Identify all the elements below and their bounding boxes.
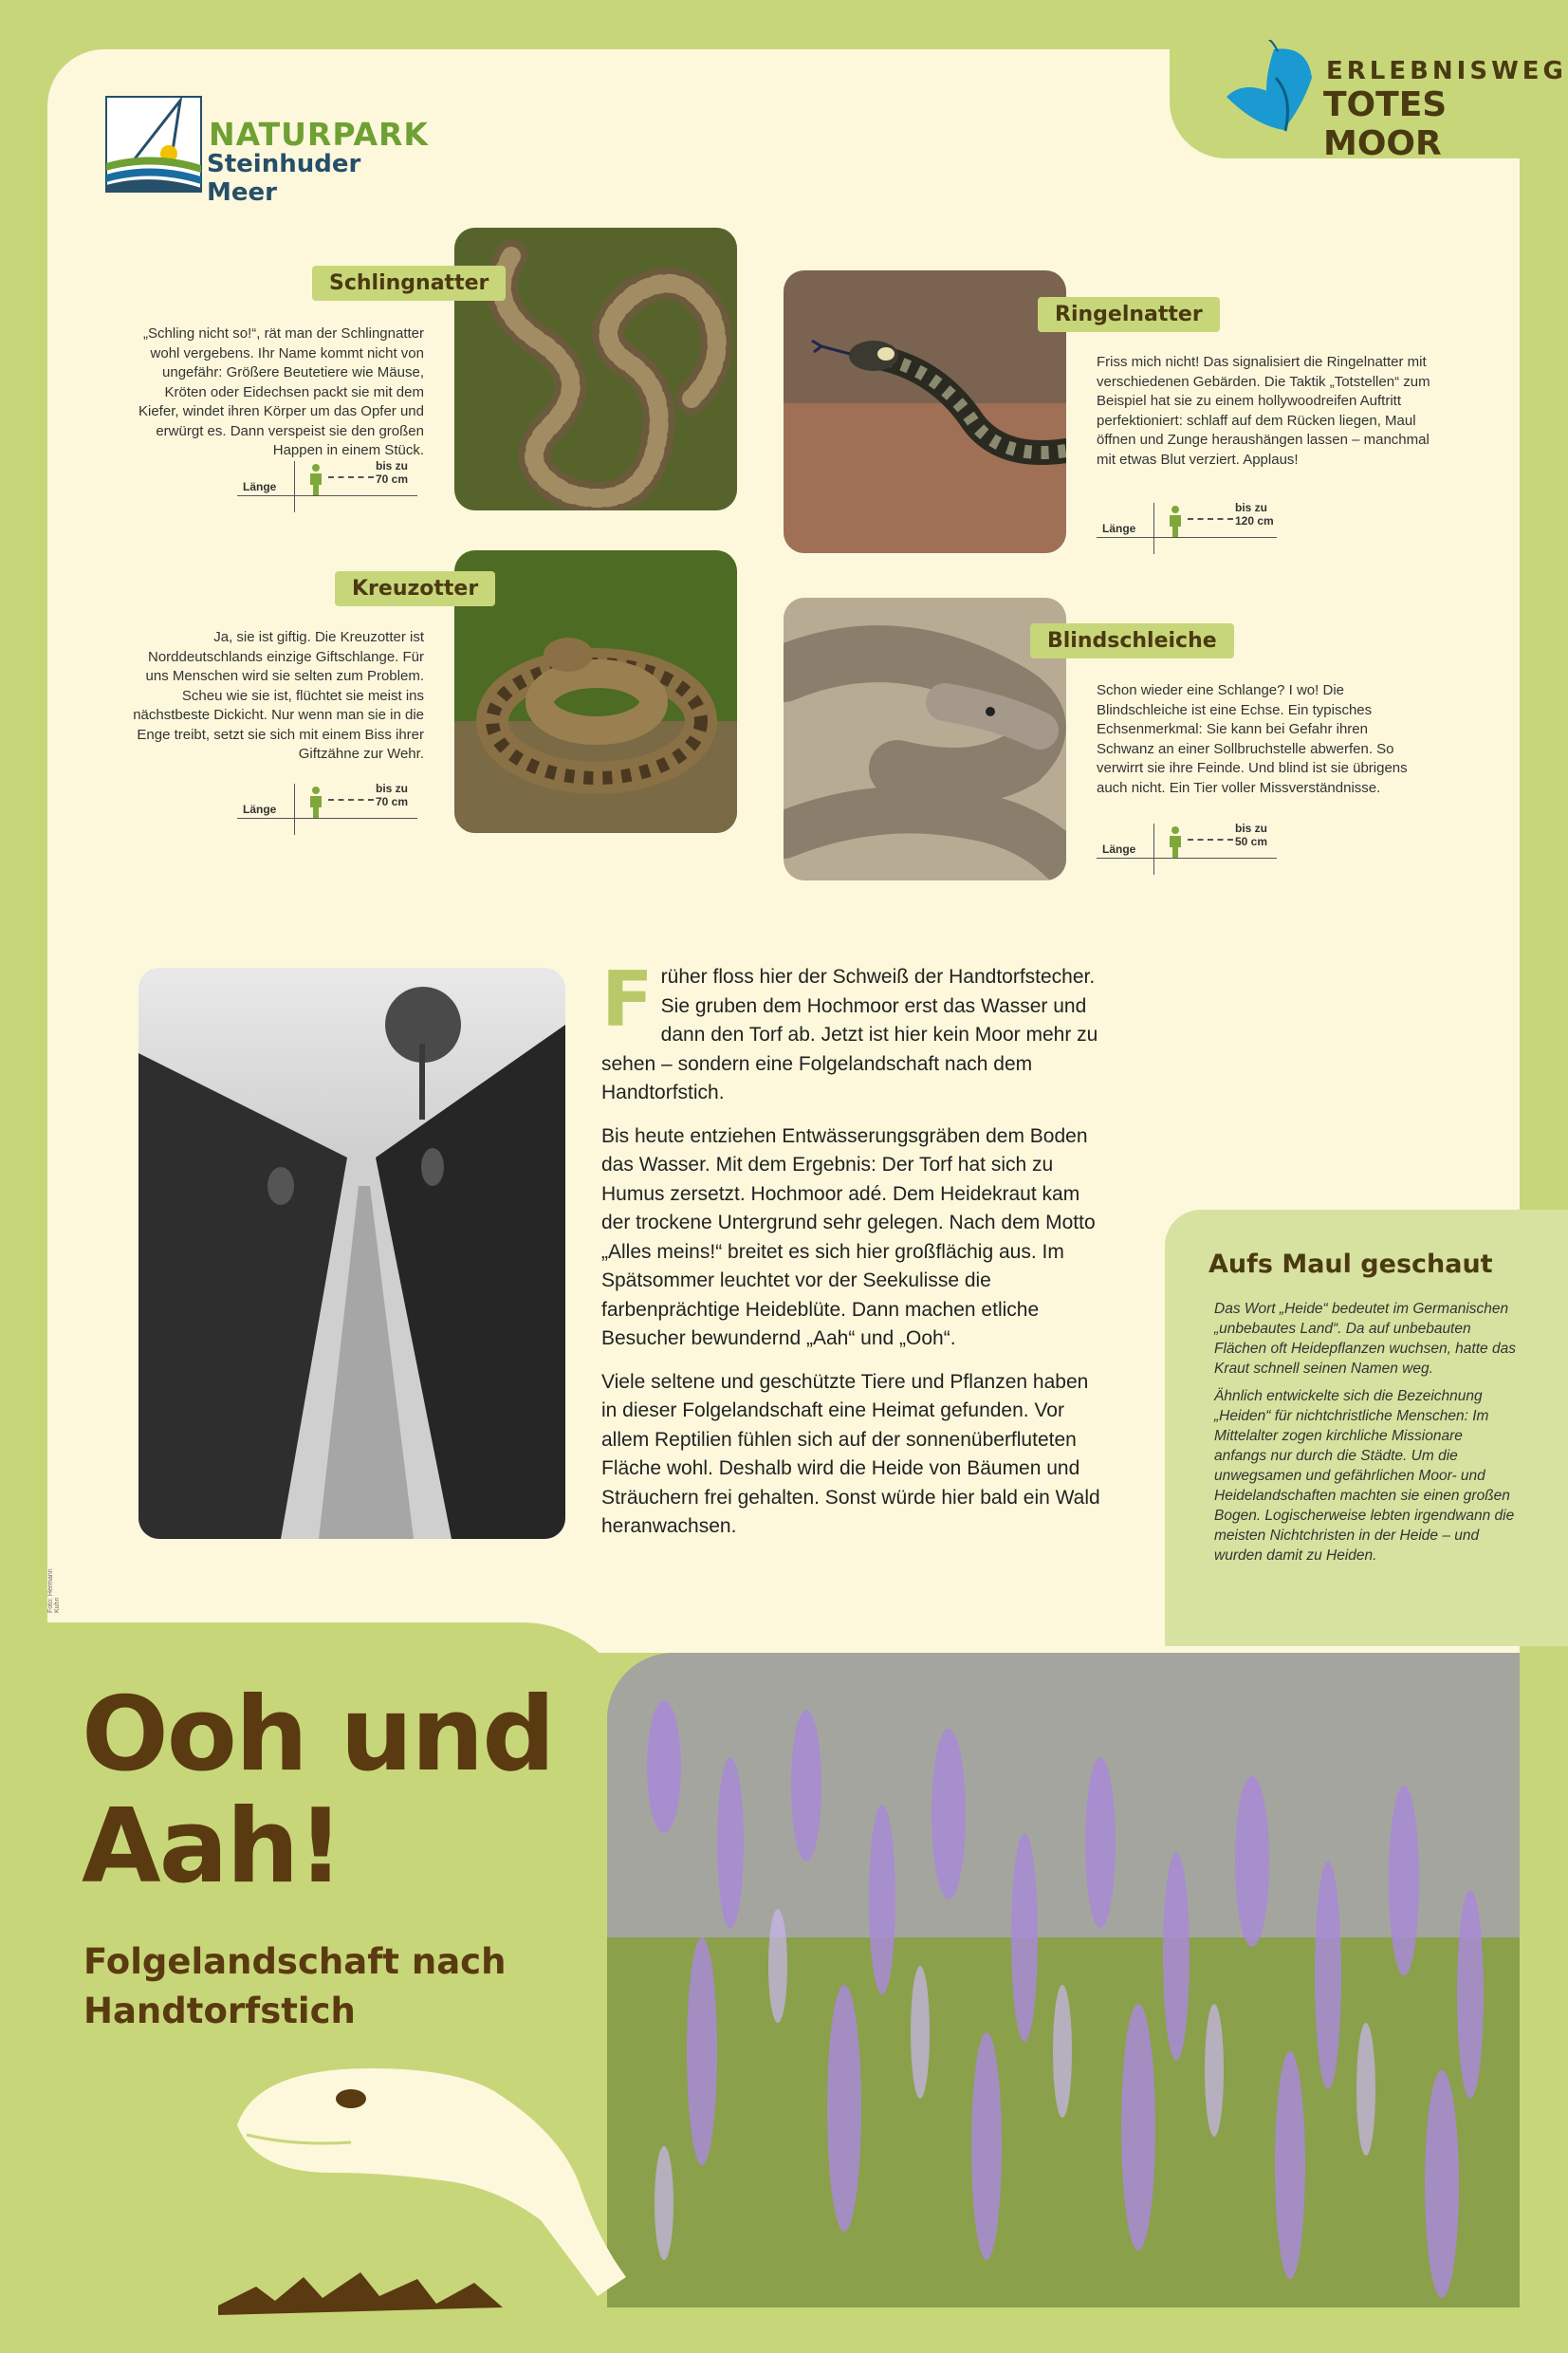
length-value: bis zu 70 cm bbox=[376, 459, 409, 486]
aufs-maul-sidebar bbox=[1165, 1210, 1568, 1646]
heather-photo bbox=[607, 1653, 1520, 2307]
sidebar-text bbox=[1214, 1299, 1518, 1573]
photo-credit: Foto: Hermann Kuhn bbox=[47, 1568, 61, 1613]
peat-cutting-photo bbox=[138, 968, 565, 1539]
blindschleiche-tag: Blindschleiche bbox=[1030, 623, 1234, 658]
length-label: Länge bbox=[1102, 522, 1136, 535]
erlebnisweg-badge bbox=[1170, 49, 1568, 163]
sidebar-paragraph-2: Ähnlich entwickelte sich die Bezeichnung „Heiden“ für nichtchristliche Menschen: Im Mittelalter zogen kirchliche Missionare anfangs nur durch die Städte. Um die unwegsamen und gefährlichen Moor- und Heidelandschaften machten sie einen großen Bogen. Logischerweise lebten irgendwann die meisten Nichtchristen in der Heide – und wurden damit zu Heiden. bbox=[1214, 1388, 1515, 1564]
ringelnatter-text: Friss mich nicht! Das signalisiert die Ringelnatter mit verschiedenen Gebärden. Die Taktik „Totstellen“ zum Beispiel hat sie zu einem hollywoodreifen Auftritt perfektioniert: schlaff auf dem Rücken liegen, Maul öffnen und Zunge heraushängen lassen – manchmal mit etwas Blut verziert. Applaus! bbox=[1097, 354, 1430, 468]
naturpark-logo bbox=[104, 95, 427, 209]
person-icon bbox=[1165, 825, 1186, 858]
person-icon bbox=[305, 786, 326, 818]
length-label: Länge bbox=[1102, 843, 1136, 856]
logo-subtitle: Steinhuder Meer bbox=[207, 150, 361, 207]
sidebar-paragraph-1: Das Wort „Heide“ bedeutet im Germanischen „unbebautes Land“. Da auf unbebauten Flächen oft Heidepflanzen wuchsen, hatte das Kraut schnell seinen Namen weg. bbox=[1214, 1301, 1516, 1377]
dropcap: F bbox=[601, 955, 654, 1044]
badge-line2: TOTES MOOR bbox=[1323, 85, 1448, 163]
naturpark-logo-icon bbox=[104, 95, 209, 199]
schlingnatter-text: „Schling nicht so!“, rät man der Schlingnatter wohl vergebens. Ihr Name kommt nicht von ungefähr: Größere Beutetiere wie Mäuse, Kröten oder Eidechsen packt sie mit dem Kiefer, windet ihren Körper um das Opfer und erwürgt es. Dann verspeist sie den großen Happen in einem Stück. bbox=[138, 325, 424, 458]
blindschleiche-photo bbox=[784, 598, 1066, 880]
page-subtitle: Folgelandschaft nach Handtorfstich bbox=[83, 1941, 507, 2031]
length-value: bis zu 70 cm bbox=[376, 782, 409, 808]
page-title: Ooh und Aah! bbox=[82, 1676, 554, 1906]
length-value: bis zu 50 cm bbox=[1235, 822, 1268, 848]
kreuzotter-photo bbox=[454, 550, 737, 833]
kreuzotter-text: Ja, sie ist giftig. Die Kreuzotter ist Norddeutschlands einzige Giftschlange. Für uns Menschen wird sie selten zum Problem. Scheu wie sie ist, flüchtet sie meist ins nächstbeste Dickicht. Nur wenn man sie in die Enge treibt, setzt sie sich mit einem Biss ihrer Giftzähne zur Wehr. bbox=[133, 629, 424, 762]
sidebar-title: Aufs Maul geschaut bbox=[1208, 1250, 1493, 1279]
length-value: bis zu 120 cm bbox=[1235, 501, 1274, 528]
kreuzotter-tag: Kreuzotter bbox=[335, 571, 495, 606]
main-article bbox=[601, 955, 1104, 1556]
logo-title: NATURPARK bbox=[209, 116, 429, 153]
butterfly-icon bbox=[1217, 40, 1331, 154]
ringelnatter-length bbox=[1097, 501, 1277, 558]
blindschleiche-length bbox=[1097, 822, 1277, 879]
length-label: Länge bbox=[243, 480, 277, 493]
badge-line1: ERLEBNISWEG bbox=[1326, 57, 1567, 85]
blindschleiche-text: Schon wieder eine Schlange? I wo! Die Blindschleiche ist eine Echse. Ein typisches Echsenmerkmal: Sie kann bei Gefahr ihren Schwanz an einer Sollbruchstelle abwerfen. So verwirrt sie ihre Feinde. Und blind ist sie übrigens auch nicht. Ein Tier voller Missverständnisse. bbox=[1097, 682, 1408, 796]
person-icon bbox=[305, 463, 326, 495]
ringelnatter-tag: Ringelnatter bbox=[1038, 297, 1220, 332]
length-label: Länge bbox=[243, 803, 277, 816]
lizard-illustration bbox=[218, 2030, 711, 2315]
main-paragraph-3: Viele seltene und geschützte Tiere und Pflanzen haben in dieser Folgelandschaft eine Heimat gefunden. Vor allem Reptilien fühlen sich auf der sonnenüberfluteten Fläche wohl. Deshalb wird die Heide von Bäumen und Sträuchern frei gehalten. Sonst würde hier bald ein Wald heranwachsen. bbox=[601, 1370, 1100, 1537]
ringelnatter-photo bbox=[784, 270, 1066, 553]
person-icon bbox=[1165, 505, 1186, 537]
schlingnatter-length bbox=[237, 459, 417, 516]
schlingnatter-tag: Schlingnatter bbox=[312, 266, 506, 301]
main-paragraph-2: Bis heute entziehen Entwässerungsgräben dem Boden das Wasser. Mit dem Ergebnis: Der Torf hat sich zu Humus zersetzt. Hochmoor adé. Dem Heidekraut kam der trockene Untergrund sehr gelegen. Nach dem Motto „Alles meins!“ breitet es sich hier großflächig aus. Im Spätsommer leuchtet vor der Seekulisse die farbenprächtige Heideblüte. Dann machen etliche Besucher bewundernd „Aah“ und „Ooh“. bbox=[601, 1124, 1096, 1349]
main-paragraph-1: Früher floss hier der Schweiß der Handtorfstecher. Sie gruben dem Hochmoor erst das Wasser und dann den Torf ab. Jetzt ist hier kein Moor mehr zu sehen – sondern eine Folgelandschaft nach dem Handtorfstich. bbox=[601, 955, 1098, 1103]
kreuzotter-length bbox=[237, 782, 417, 839]
